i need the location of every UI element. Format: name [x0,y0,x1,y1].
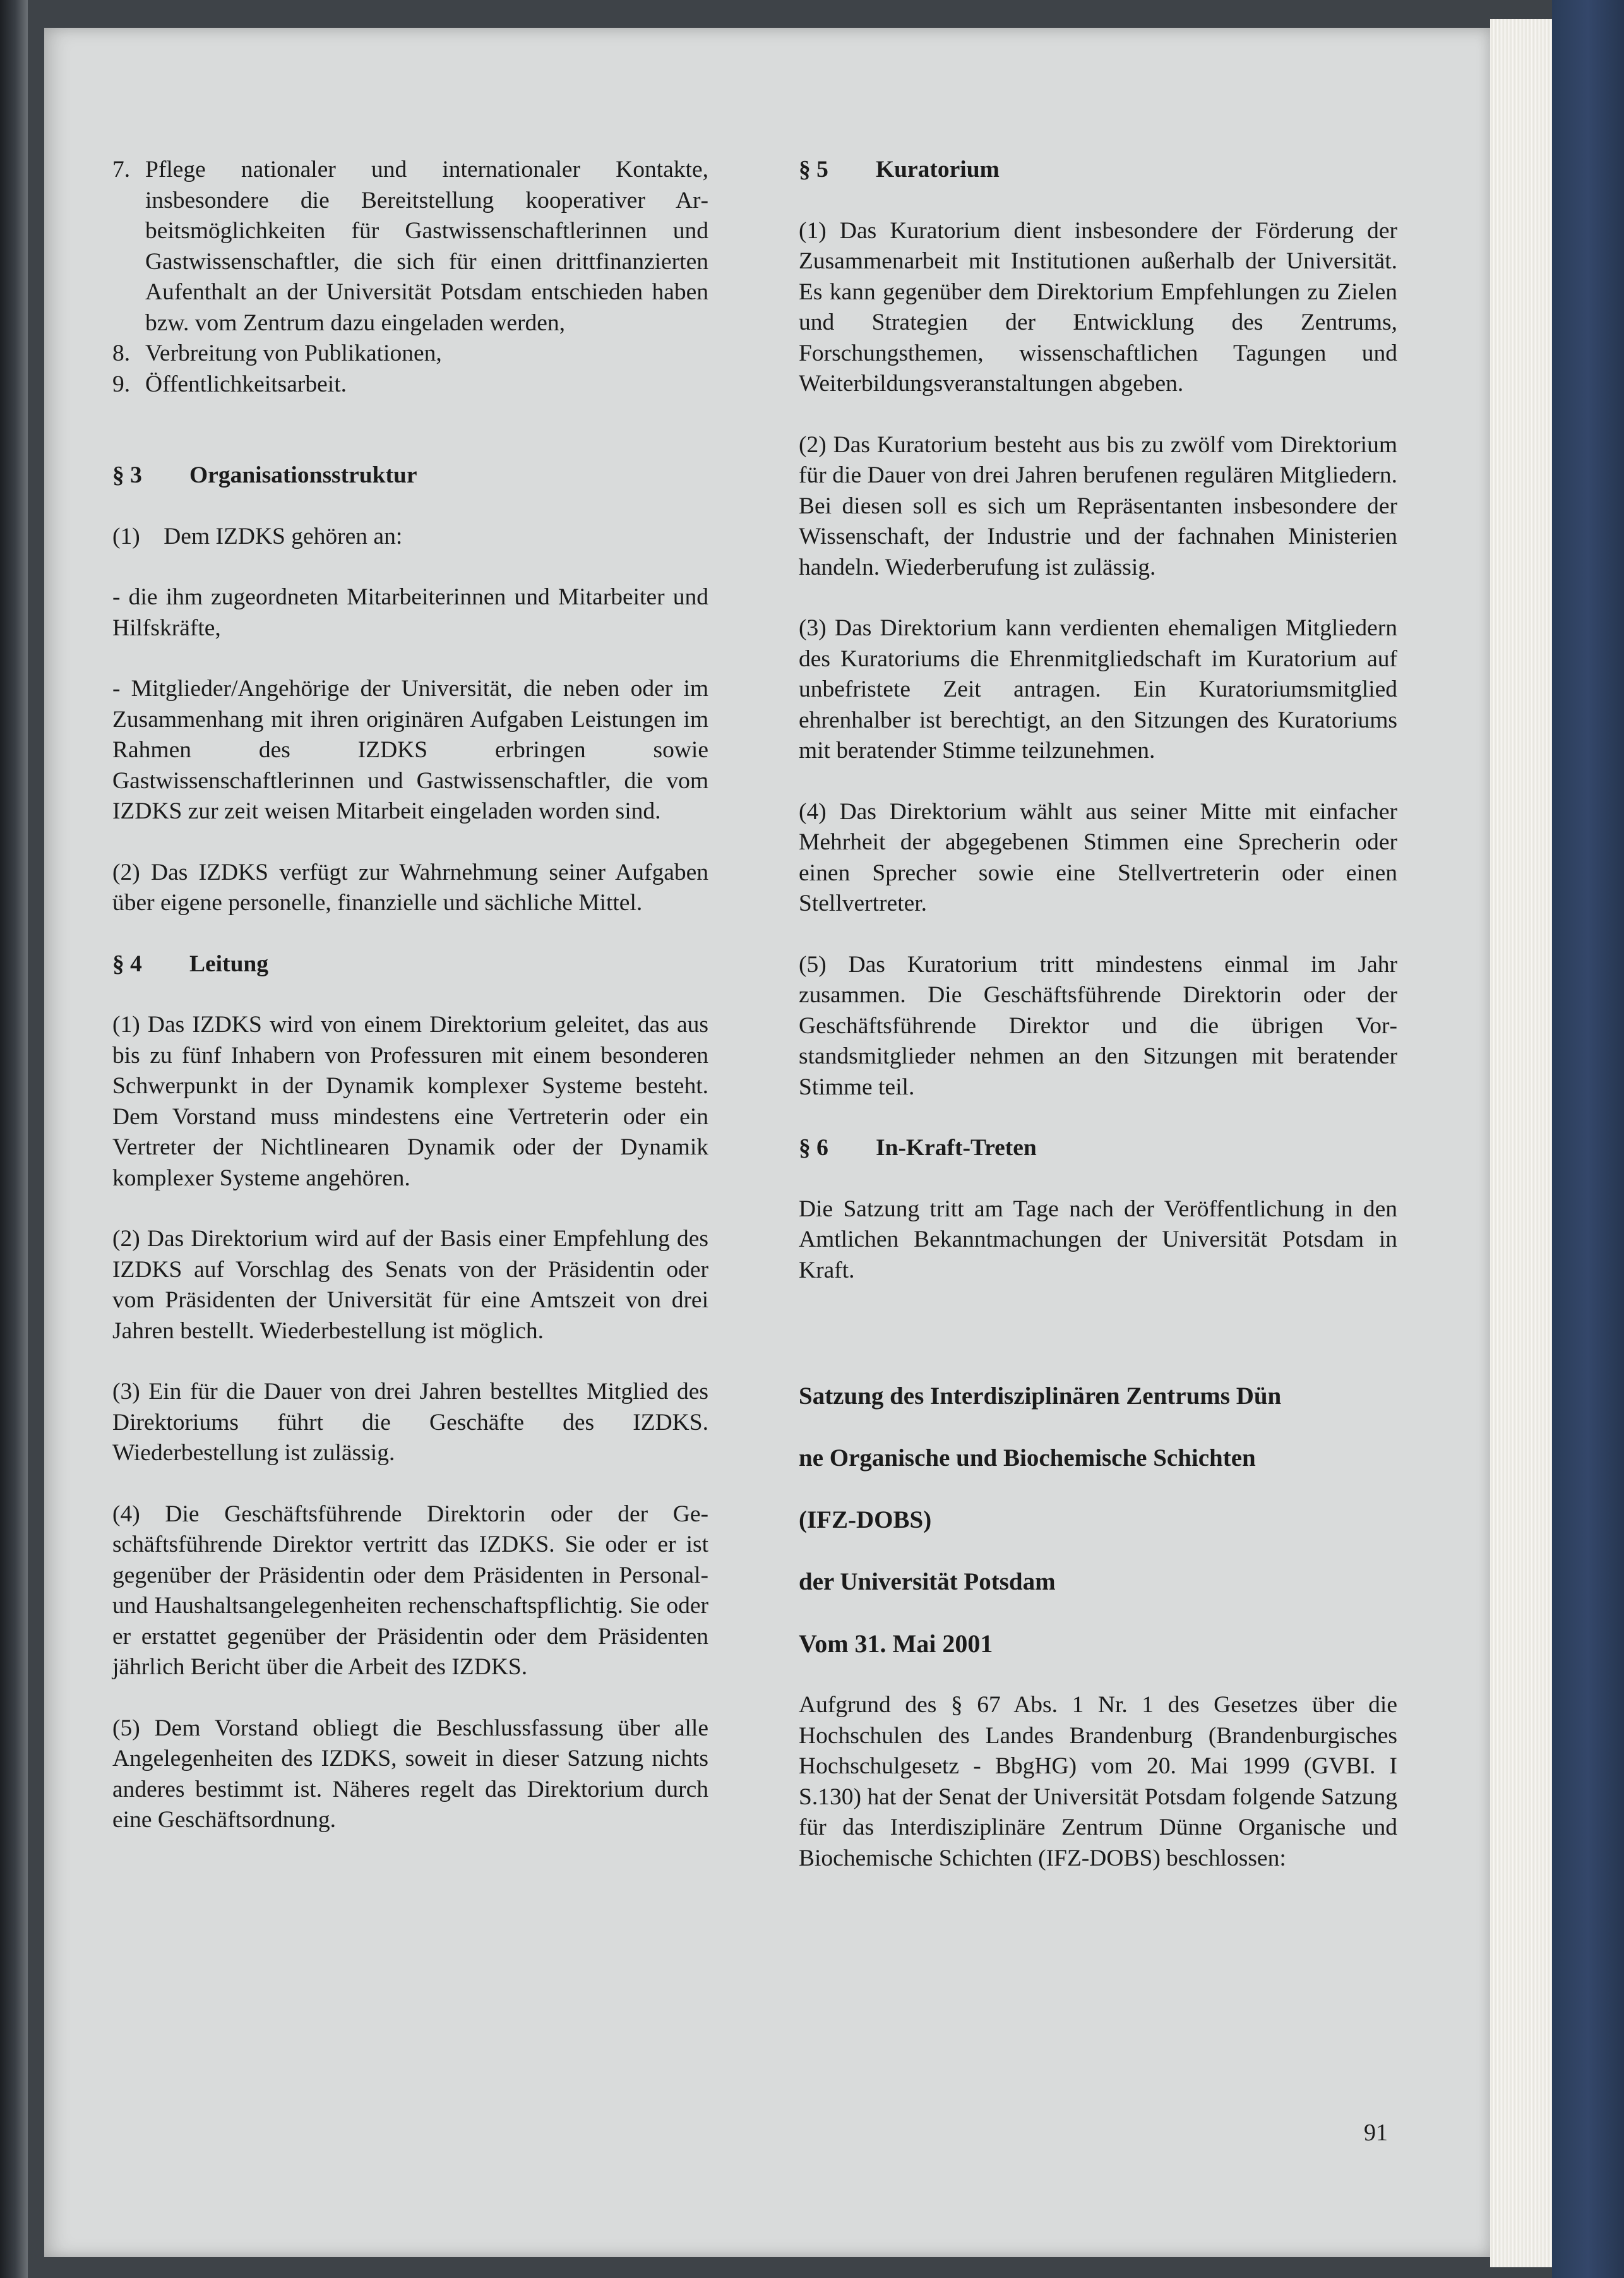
paragraph: - Mitglieder/Angehörige der Universität, die neben oder im Zusammenhang mit ihren originären Aufgaben Leistungen im Rahmen des IZDKS erbringen sowie Gastwissenschaftlerinnen und Gastwissenschaftler, die vom IZDKS zur zeit weisen Mitarbeit eingeladen worden sind. [112,676,708,824]
section-heading [799,155,1397,186]
list-item [112,369,708,400]
paragraph: (2) Das Direktorium wird auf der Basis einer Empfehlung des IZDKS auf Vorschlag des Senats von der Präsidentin oder vom Präsidenten der Universität für eine Amtszeit von drei Jahren bestellt. Wiederbestellung ist möglich. [112,1226,708,1344]
paragraph: Die Satzung tritt am Tage nach der Veröffentlichung in den Amtlichen Bekanntmachungen der Universität Potsdam in Kraft. [799,1196,1397,1283]
paragraph: (3) Ein für die Dauer von drei Jahren bestelltes Mitglied des Direktoriums führt die Geschäfte des IZDKS. Wiederbestellung ist zulässig. [112,1379,708,1466]
statute-title-line: ne Organische und Biochemische Schichten [799,1444,1256,1472]
left-column [112,155,708,1836]
right-column [799,155,1397,1874]
paragraph: (5) Dem Vorstand obliegt die Beschlussfassung über alle Angelegenheiten des IZDKS, soweit in dieser Satzung nichts anderes bestimmt ist. Näheres regelt das Direktorium durch eine Geschäftsordnung. [112,1715,708,1833]
section-title: In-Kraft-Treten [876,1135,1037,1161]
paragraph: (1) Das IZDKS wird von einem Direktorium geleitet, das aus bis zu fünf Inhabern von Professuren mit einem besonderen Schwerpunkt in der Dynamik komplexer Systeme besteht. Dem Vorstand muss mindestens eine Vertreterin oder ein Vertreter der Nichtlinearen Dynamik oder der Dynamik komplexer Systeme angehören. [112,1012,708,1191]
paragraph: (2) Das Kuratorium besteht aus bis zu zwölf vom Direktorium für die Dauer von drei Jahren berufenen regulären Mitgliedern. Bei diesen soll es sich um Repräsentanten insbesondere der Wissenschaft, der Industrie und der fachnahen Ministerien handeln. Wiederberufung ist zulässig. [799,431,1397,580]
preamble-paragraph: Aufgrund des § 67 Abs. 1 Nr. 1 des Gesetzes über die Hochschulen des Landes Brandenburg (Brandenburgisches Hochschulgesetz - BbgHG) vom 20. Mai 1999 (GVBI. I S.130) hat der Senat der Universität Potsdam folgende Satzung für das Interdisziplinäre Zentrum Dünne Organische und Biochemische Schichten (IFZ-DOBS) beschlossen: [799,1692,1397,1871]
statute-title-line: (IFZ-DOBS) [799,1506,932,1533]
paragraph: (3) Das Direktorium kann verdienten ehemaligen Mitgliedern des Kuratoriums die Ehrenmitgliedschaft im Kuratorium auf unbefristete Zeit antragen. Ein Kuratoriumsmitglied ehrenhalber ist berechtigt, an den Sitzungen des Kuratoriums mit beratender Stimme teilzunehmen. [799,615,1397,764]
section-title: Kuratorium [876,157,1000,183]
list-number: 9. [112,371,131,397]
paragraph: (1) Dem IZDKS gehören an: [112,523,403,549]
section-number: § 5 [799,157,828,183]
list-number: 8. [112,340,131,366]
section-heading [799,1133,1397,1164]
page-number: 91 [1364,2119,1388,2146]
section-number: § 3 [112,462,142,488]
list-number: 7. [112,157,131,183]
statute-title-line: Satzung des Interdisziplinären Zentrums Dün [799,1382,1282,1410]
book-cover-edge [1552,0,1624,2278]
statute-date: Vom 31. Mai 2001 [799,1629,993,1658]
section-number: § 4 [112,950,142,977]
list-text: Verbreitung von Publikationen, [145,340,442,366]
statute-title-line: der Universität Potsdam [799,1568,1056,1595]
section-title: Leitung [189,950,269,977]
paragraph: - die ihm zugeordneten Mitarbeiterinnen und Mitarbeiter und Hilfskräfte, [112,584,708,641]
book-spine-left [0,0,28,2278]
section-title: Organisationsstruktur [189,462,417,488]
paragraph: (5) Das Kuratorium tritt mindestens einmal im Jahr zusammen. Die Geschäftsführende Direktorin oder der Geschäftsführende Direktor und die übrigen Vorstandsmitglieder nehmen an den Sitzungen mit beratender Stimme teil. [799,951,1397,1100]
list-item [112,339,708,369]
page-stack-edge [1490,19,1552,2267]
list-text: Pflege nationaler und internationaler Kontakte, insbesondere die Bereitstellung kooperativer Arbeitsmöglichkeiten für Gastwissenschaftlerinnen und Gastwissenschaftler, die sich für einen drittfinanzierten Aufenthalt an der Universität Potsdam entschieden haben bzw. vom Zentrum dazu eingeladen werden, [145,157,708,336]
paragraph: (4) Die Geschäftsführende Direktorin oder der Geschäftsführende Direktor vertritt das IZDKS. Sie oder er ist gegenüber der Präsidentin oder dem Präsidenten in Personal- und Haushaltsangelegenheiten rechenschaftspflichtig. Sie oder er erstattet gegenüber der Präsidentin oder dem Präsidenten jährlich Bericht über die Arbeit des IZDKS. [112,1501,708,1680]
section-heading [112,949,708,980]
list-text: Öffentlichkeitsarbeit. [145,371,347,397]
paragraph: (4) Das Direktorium wählt aus seiner Mitte mit einfacher Mehrheit der abgegebenen Stimmen eine Sprecherin oder einen Sprecher sowie eine Stellvertreterin oder einen Stellvertreter. [799,798,1397,916]
section-number: § 6 [799,1135,828,1161]
paragraph: (1) Das Kuratorium dient insbesondere der Förderung der Zusammenarbeit mit Institutionen außerhalb der Universität. Es kann gegenüber dem Direktorium Empfehlungen zu Zielen und Strategien der Entwicklung des Zentrums, Forschungsthemen, wissenschaftlichen Tagungen und Weiterbildungsveranstaltungen abgeben. [799,217,1397,397]
list-item [112,155,708,339]
section-heading [112,460,708,491]
paragraph: (2) Das IZDKS verfügt zur Wahrnehmung seiner Aufgaben über eigene personelle, finanzielle und sächliche Mittel. [112,859,708,916]
